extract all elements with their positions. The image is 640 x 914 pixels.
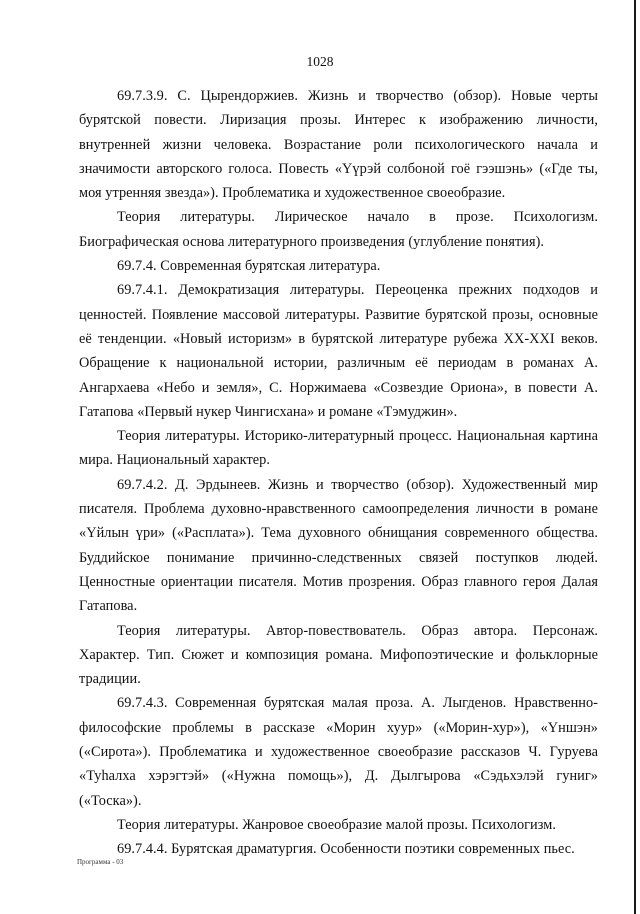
paragraph-69-7-3-9: 69.7.3.9. С. Цырендоржиев. Жизнь и творчество (обзор). Новые черты бурятской повести. Лиризация прозы. Интерес к изображению личности, внутренней жизни человека. Возрастание роли психологического начала и значимости авторского голоса. Повесть «Үүрэй солбоной гоё гээшэнь» («Где ты, моя утренняя звезда»). Проблематика и художественное своеобразие. xyxy=(79,88,598,202)
paragraph-theory-genre: Теория литературы. Жанровое своеобразие малой прозы. Психологизм. xyxy=(117,816,556,833)
page-number: 1028 xyxy=(306,54,334,69)
paragraph-69-7-4-2: 69.7.4.2. Д. Эрдынеев. Жизнь и творчество (обзор). Художественный мир писателя. Проблема духовно-нравственного самоопределения личности в романе «Үйлын үри» («Расплата»). Тема духовного обнищания современного общества. Буддийское понимание причинно-следственных связей поступков людей. Ценностные ориентации писателя. Мотив прозрения. Образ главного героя Далая Гатапова. xyxy=(79,476,598,615)
paragraph-69-7-4-3: 69.7.4.3. Современная бурятская малая проза. А. Лыгденов. Нравственно-философские проблемы в рассказе «Морин хуур» («Морин-хур»), «Үншэн» («Сирота»). Проблематика и художественное своеобразие рассказов Ч. Гуруева «Туһалха хэрэгтэй» («Нужна помощь»), Д. Дылгырова «Сэдьхэлэй гуниг» («Тоска»). xyxy=(79,695,598,809)
page-content xyxy=(79,84,598,862)
paragraph-theory-lyrical: Теория литературы. Лирическое начало в прозе. Психологизм. Биографическая основа литературного произведения (углубление понятия). xyxy=(79,209,598,250)
paragraph-theory-historical: Теория литературы. Историко-литературный процесс. Национальная картина мира. Национальный характер. xyxy=(79,428,598,469)
paragraph-69-7-4-1: 69.7.4.1. Демократизация литературы. Переоценка прежних подходов и ценностей. Появление массовой литературы. Развитие бурятской прозы, основные её тенденции. «Новый историзм» в бурятской литературе рубежа XX-XXI веков. Обращение к национальной истории, различным её периодам в романах А. Ангархаева «Небо и земля», С. Норжимаева «Созвездие Ориона», в повести А. Гатапова «Первый нукер Чингисхана» и романе «Тэмуджин». xyxy=(79,282,598,420)
paragraph-theory-author: Теория литературы. Автор-повествователь. Образ автора. Персонаж. Характер. Тип. Сюжет и композиция романа. Мифопоэтические и фольклорные традиции. xyxy=(79,622,598,688)
footer-label: Программа - 03 xyxy=(77,858,124,866)
scan-edge-line xyxy=(634,0,636,914)
paragraph-69-7-4-4: 69.7.4.4. Бурятская драматургия. Особенности поэтики современных пьес. xyxy=(117,841,575,858)
section-heading-69-7-4: 69.7.4. Современная бурятская литература. xyxy=(117,258,381,275)
